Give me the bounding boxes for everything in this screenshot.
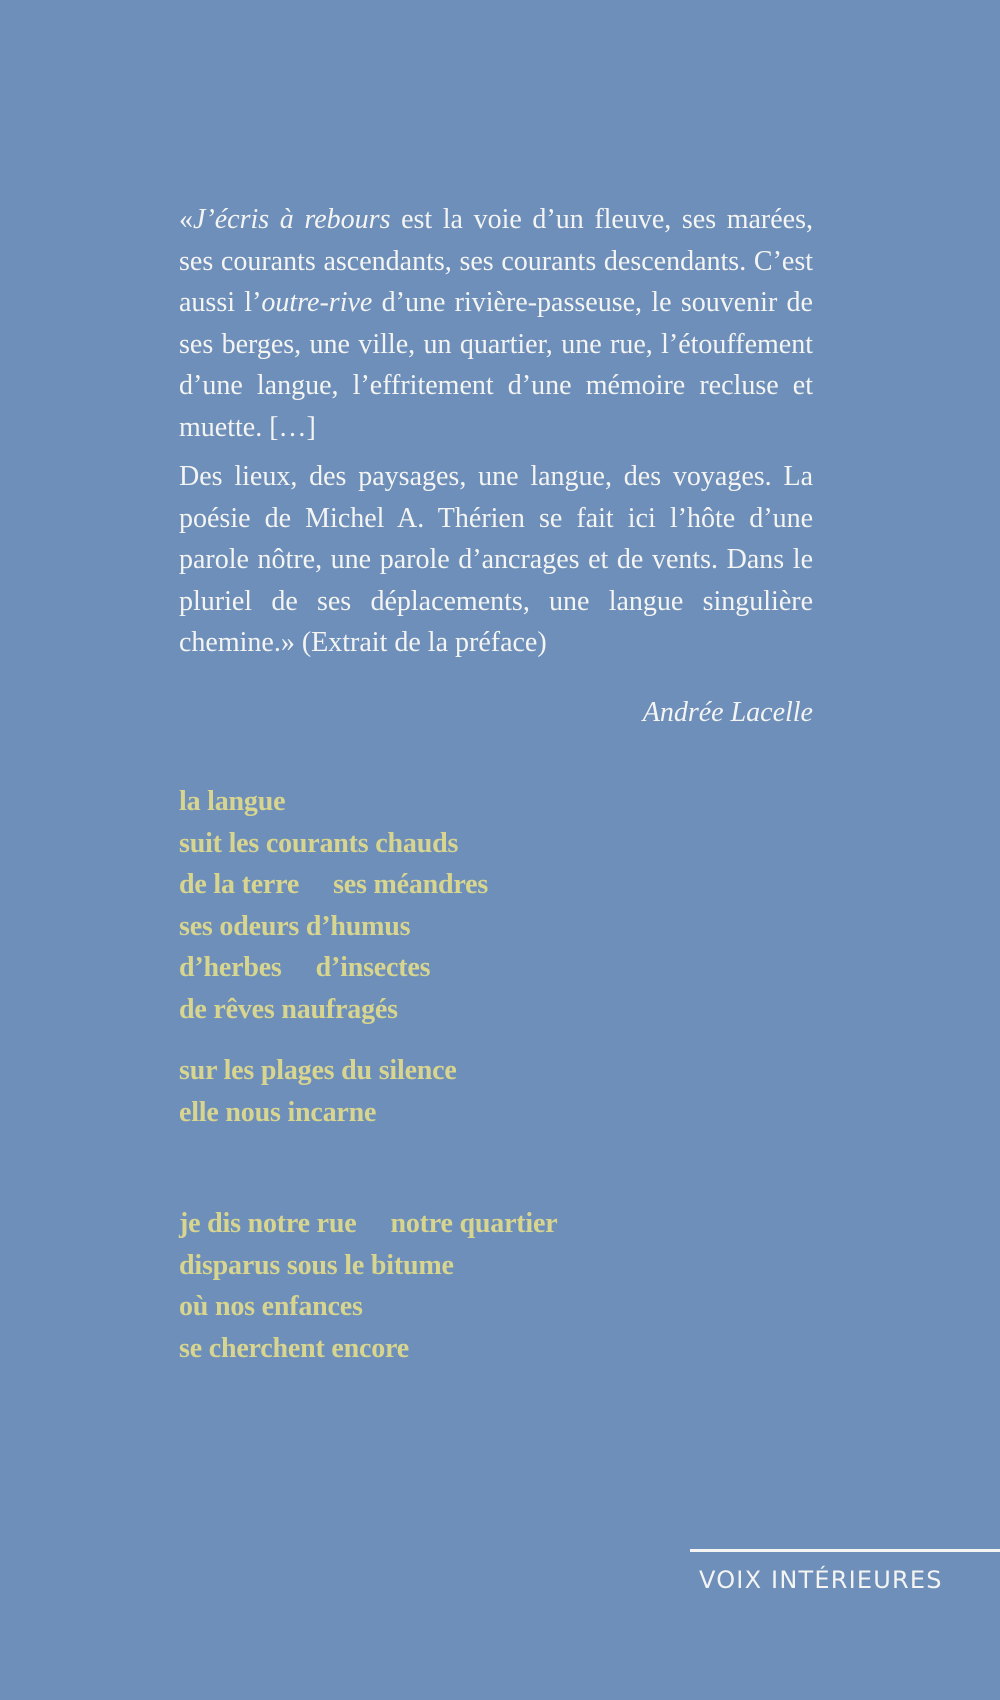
preface-signature: Andrée Lacelle bbox=[642, 697, 813, 728]
poem-line bbox=[179, 947, 488, 989]
poem-line: se cherchent encore bbox=[179, 1332, 409, 1364]
poem-phrase: ses méandres bbox=[333, 869, 489, 900]
poem-line: disparus sous le bitume bbox=[179, 1249, 454, 1281]
poem-line: elle nous incarne bbox=[179, 1096, 377, 1128]
poem-line: ses odeurs d’humus bbox=[179, 910, 411, 942]
stanza-2 bbox=[179, 1050, 488, 1133]
poem-phrase: notre quartier bbox=[390, 1208, 558, 1239]
poem-line: où nos enfances bbox=[179, 1291, 363, 1322]
poem-phrase: je dis notre rue bbox=[179, 1208, 357, 1239]
stanza-1 bbox=[179, 781, 488, 1030]
preface-paragraph-2: Des lieux, des paysages, une langue, des voyages. La poésie de Michel A. Thérien se fait ici l’hôte d’une parole nôtre, une parole d’ancrages et de vents. Dans le pluriel de ses déplacements, une langue singulière chemine.» (Extrait de la préface) bbox=[179, 461, 813, 658]
poem-line: sur les plages du silence bbox=[179, 1055, 457, 1086]
poem-line bbox=[179, 864, 488, 906]
preface-text-b: d’une rivière-passeuse, le souvenir de ses berges, une ville, un quartier, une rue, l’étouffement d’une langue, l’effritement d’une mémoire recluse et muette. […] bbox=[179, 287, 813, 443]
poem-line: de rêves naufragés bbox=[179, 993, 398, 1025]
poem-line bbox=[179, 1203, 557, 1245]
poem-line: suit les courants chauds bbox=[179, 827, 459, 859]
stanza-3 bbox=[179, 1203, 557, 1369]
outre-rive-term: outre-rive bbox=[261, 287, 373, 318]
preface-text-a: est la voie d’un fleuve, ses marées, ses courants ascendants, ses courants descendants. C’est aussi l’ bbox=[179, 204, 813, 318]
poem-phrase: d’herbes bbox=[179, 952, 282, 983]
preface-paragraph-1 bbox=[179, 199, 813, 448]
open-quote: « bbox=[179, 204, 193, 235]
poem-excerpt-2 bbox=[179, 1203, 557, 1369]
preface-excerpt bbox=[179, 199, 813, 664]
series-name: VOIX INTÉRIEURES bbox=[699, 1566, 943, 1594]
book-title: J’écris à rebours bbox=[193, 204, 391, 235]
poem-phrase: d’insectes bbox=[315, 952, 431, 983]
poem-line: la langue bbox=[179, 786, 286, 817]
poem-phrase: de la terre bbox=[179, 869, 300, 900]
series-divider bbox=[690, 1549, 1000, 1552]
poem-excerpt-1 bbox=[179, 781, 488, 1133]
